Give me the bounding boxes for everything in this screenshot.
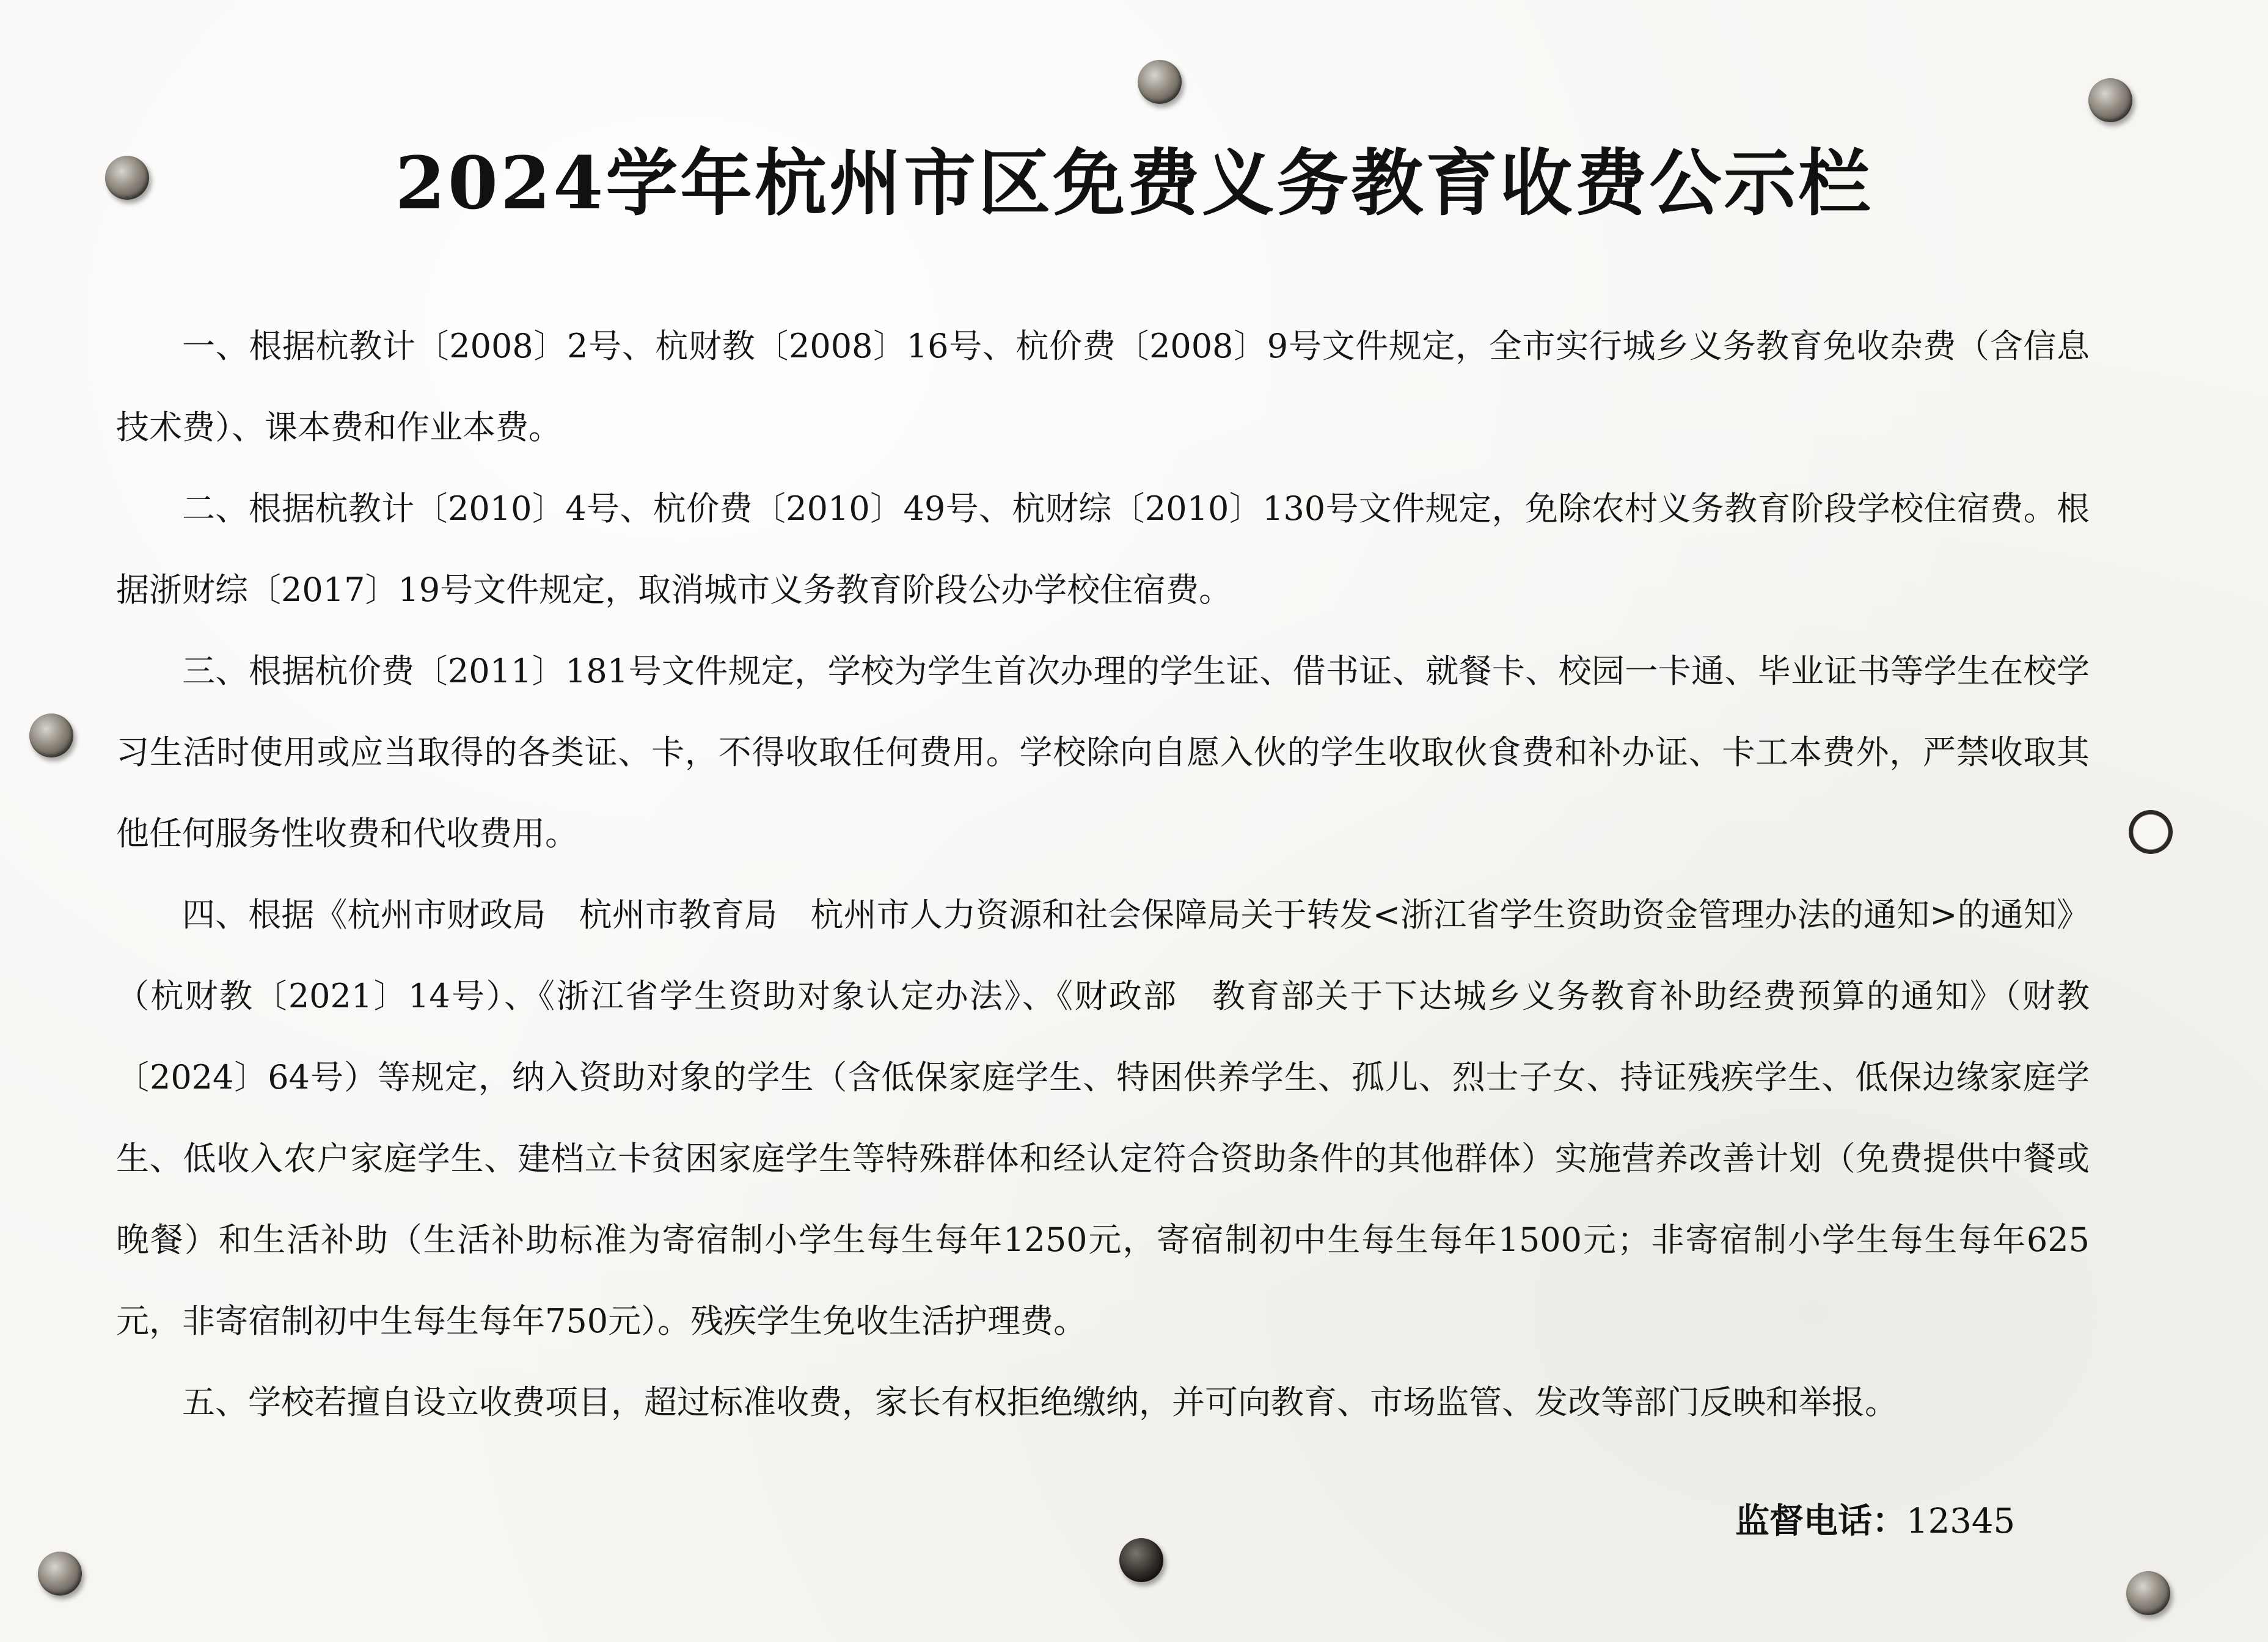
magnet-bottom-right xyxy=(2126,1571,2170,1615)
paragraph-1: 一、根据杭教计〔2008〕2号、杭财教〔2008〕16号、杭价费〔2008〕9号文件规定，全市实行城乡义务教育免收杂费（含信息技术费）、课本费和作业本费。 xyxy=(116,327,2090,447)
paragraph-2: 二、根据杭教计〔2010〕4号、杭价费〔2010〕49号、杭财综〔2010〕130号文件规定，免除农村义务教育阶段学校住宿费。根据浙财综〔2017〕19号文件规定，取消城市义务教育阶段公办学校住宿费。 xyxy=(116,489,2090,609)
magnet-bottom-center xyxy=(1119,1538,1163,1582)
notice-body xyxy=(116,305,2090,1443)
hotline-label: 监督电话： xyxy=(1735,1501,1906,1541)
magnet-top-right xyxy=(2088,78,2132,122)
notice-title: 2024学年杭州市区免费义务教育收费公示栏 xyxy=(395,140,1873,225)
hotline-number: 12345 xyxy=(1906,1502,2016,1541)
paragraph-4: 四、根据《杭州市财政局 杭州市教育局 杭州市人力资源和社会保障局关于转发<浙江省学生资助资金管理办法的通知>的通知》（杭财教〔2021〕14号）、《浙江省学生资助对象认定办法》、《财政部 教育部关于下达城乡义务教育补助经费预算的通知》（财教〔2024〕64号）等规定，纳入资助对象的学生（含低保家庭学生、特困供养学生、孤儿、烈士子女、持证残疾学生、低保边缘家庭学生、低收入农户家庭学生、建档立卡贫困家庭学生等特殊群体和经认定符合资助条件的其他群体）实施营养改善计划（免费提供中餐或晚餐）和生活补助（生活补助标准为寄宿制小学生每生每年1250元，寄宿制初中生每生每年1500元；非寄宿制小学生每生每年625元，非寄宿制初中生每生每年750元）。残疾学生免收生活护理费。 xyxy=(116,896,2090,1340)
magnet-top-center xyxy=(1138,60,1182,104)
magnet-bottom-left xyxy=(38,1552,82,1596)
supervision-hotline xyxy=(1735,1491,2015,1552)
paragraph-5: 五、学校若擅自设立收费项目，超过标准收费，家长有权拒绝缴纳，并可向教育、市场监管、发改等部门反映和举报。 xyxy=(182,1383,1898,1421)
magnet-middle-right xyxy=(2129,810,2173,854)
paragraph-3: 三、根据杭价费〔2011〕181号文件规定，学校为学生首次办理的学生证、借书证、就餐卡、校园一卡通、毕业证书等学生在校学习生活时使用或应当取得的各类证、卡，不得收取任何费用。学校除向自愿入伙的学生收取伙食费和补办证、卡工本费外，严禁收取其他任何服务性收费和代收费用。 xyxy=(116,652,2090,853)
magnet-middle-left xyxy=(29,713,73,757)
